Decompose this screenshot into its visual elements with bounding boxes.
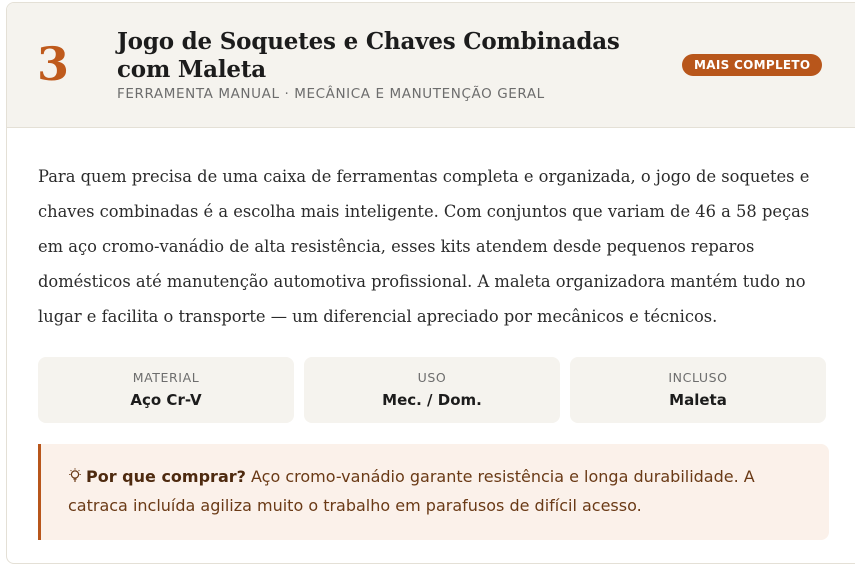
status-badge: MAIS COMPLETO	[682, 54, 822, 76]
spec-item-material	[38, 357, 294, 423]
product-header	[7, 3, 855, 128]
spec-value: Aço Cr-V	[130, 391, 202, 409]
spec-item-incluso	[570, 357, 826, 423]
why-buy-callout	[38, 444, 829, 540]
lightbulb-icon	[68, 464, 82, 480]
rank-number: 3	[37, 37, 70, 91]
why-buy-text	[68, 462, 788, 520]
spec-label: INCLUSO	[668, 370, 728, 385]
spec-label: MATERIAL	[132, 370, 200, 385]
product-category: FERRAMENTA MANUAL · MECÂNICA E MANUTENÇÃO GERAL	[117, 86, 545, 102]
why-buy-heading: Por que comprar?	[86, 467, 246, 486]
why-buy-body: Aço cromo-vanádio garante resistência e longa durabilidade. A catraca incluída agiliza muito o trabalho em parafusos de difícil acesso.	[68, 467, 755, 515]
spec-label: USO	[417, 370, 447, 385]
product-card	[6, 2, 855, 564]
spec-list	[38, 357, 826, 423]
spec-item-uso	[304, 357, 560, 423]
product-title: Jogo de Soquetes e Chaves Combinadas com Maleta	[117, 28, 620, 83]
spec-value: Maleta	[669, 391, 727, 409]
spec-value: Mec. / Dom.	[382, 391, 482, 409]
product-description: Para quem precisa de uma caixa de ferramentas completa e organizada, o jogo de soquetes e chaves combinadas é a escolha mais inteligente. Com conjuntos que variam de 46 a 58 peças em aço cromo-vanádio de alta resistência, esses kits atendem desde pequenos reparos domésticos até manutenção automotiva profissional. A maleta organizadora mantém tudo no lugar e facilita o transporte — um diferencial apreciado por mecânicos e técnicos.	[38, 167, 810, 326]
